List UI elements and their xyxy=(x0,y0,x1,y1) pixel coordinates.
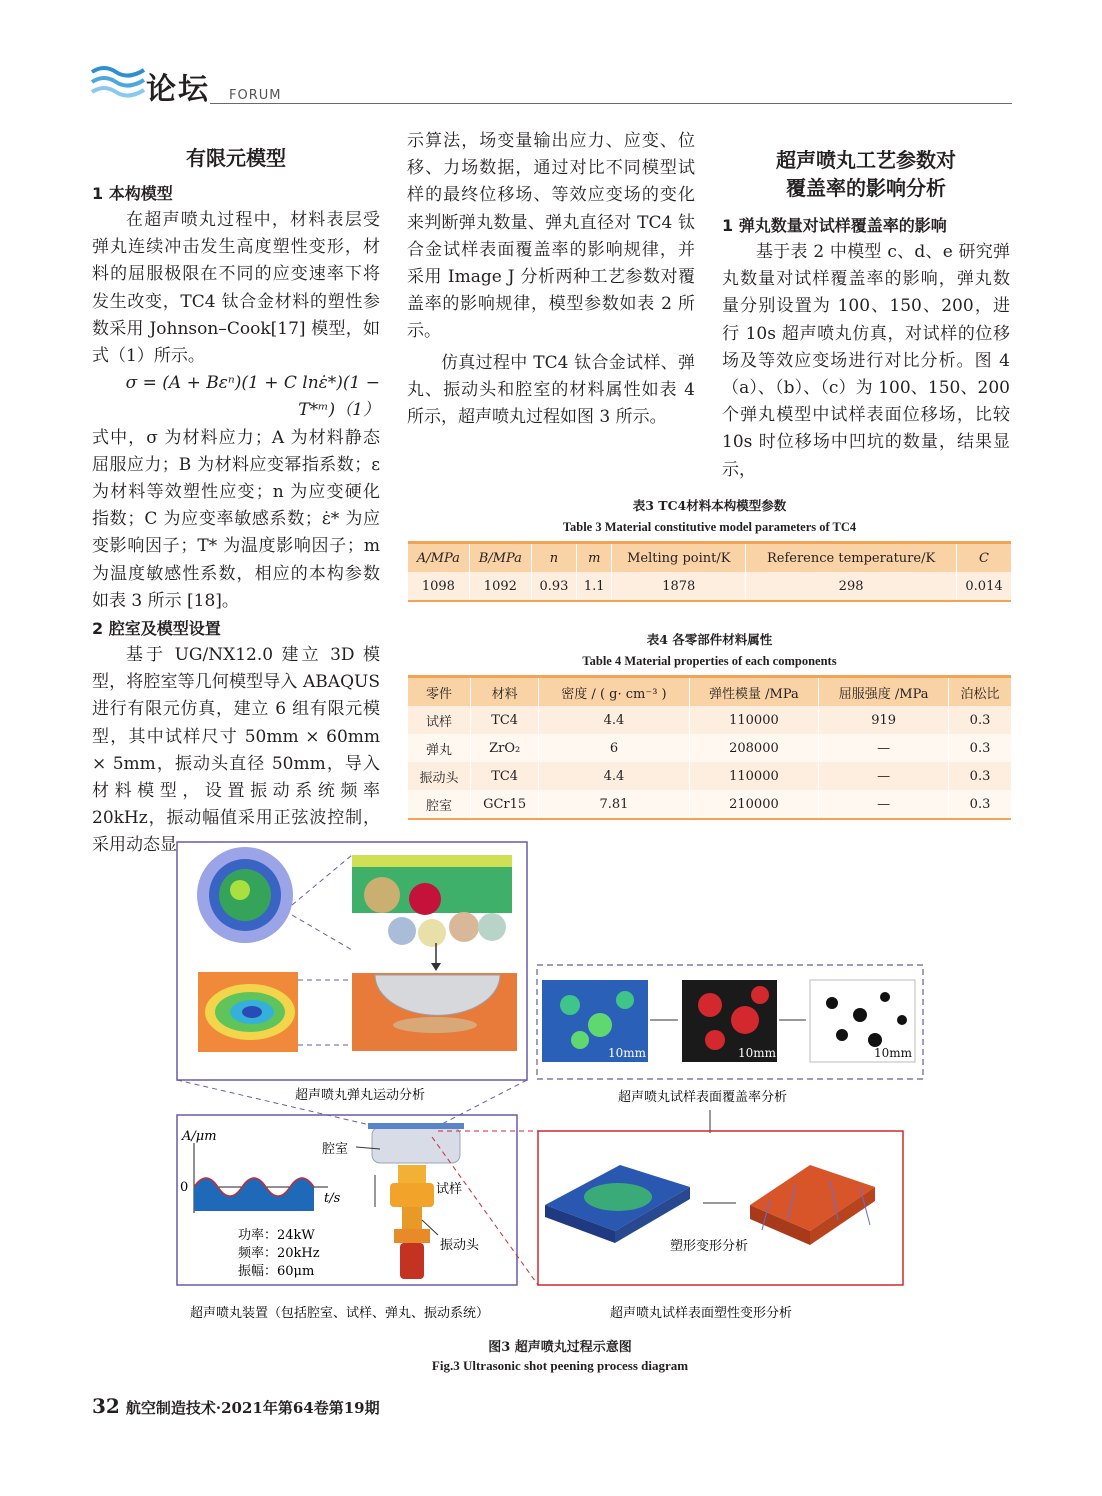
chamber-view-image xyxy=(197,847,293,943)
scale-bar-label: 10mm xyxy=(874,1046,913,1060)
stress-field-image xyxy=(198,972,298,1052)
t4-cell: 试样 xyxy=(408,706,470,734)
amplitude-label: 振幅：60μm xyxy=(238,1264,315,1279)
table3-caption-cn: 表3 TC4材料本构模型参数 xyxy=(632,498,787,513)
t4-header: 屈服强度 /MPa xyxy=(819,677,949,707)
table-row xyxy=(408,790,1011,819)
t4-cell: 6 xyxy=(539,734,689,762)
page-number: 32 xyxy=(92,1394,120,1418)
t4-cell: 4.4 xyxy=(539,762,689,790)
impact-mesh-image xyxy=(352,973,517,1051)
scale-bar-label: 10mm xyxy=(738,1046,777,1060)
figure-3 xyxy=(170,835,930,1321)
axis-y-label: A/μm xyxy=(182,1129,217,1144)
deformation-vectors-image xyxy=(750,1165,875,1245)
t4-cell: 腔室 xyxy=(408,790,470,819)
t3-header: Melting point/K xyxy=(612,543,746,573)
table-row xyxy=(408,734,1011,762)
panel-device-label: 超声喷丸装置（包括腔室、试样、弹丸、振动系统） xyxy=(190,1306,490,1321)
t4-cell: 210000 xyxy=(689,790,819,819)
subheading-chamber: 2 腔室及模型设置 xyxy=(92,619,221,639)
t4-cell: 0.3 xyxy=(949,762,1011,790)
paragraph: 基于表 2 中模型 c、d、e 研究弹丸数量对试样覆盖率的影响，弹丸数量分别设置为 100、150、200，进行 10s 超声喷丸仿真，对试样的位移场及等效应变场进行对比分析。图 4（a）、（b）、（c）为 100、150、200 个弹丸模型中试样表面位移场，比较 10s 时位移场中凹坑的数量，结果显示， xyxy=(722,242,1010,480)
subheading-shot-number: 1 弹丸数量对试样覆盖率的影响 xyxy=(722,216,947,235)
panel-motion-label: 超声喷丸弹丸运动分析 xyxy=(295,1088,426,1103)
section-subtitle: FORUM xyxy=(229,88,282,103)
t3-cell: 1.1 xyxy=(577,572,612,601)
t4-header: 泊松比 xyxy=(949,677,1011,707)
table-4 xyxy=(408,675,1011,820)
t4-cell: ZrO₂ xyxy=(470,734,538,762)
t4-cell: 弹丸 xyxy=(408,734,470,762)
t4-cell: 110000 xyxy=(689,706,819,734)
t3-header: A/MPa xyxy=(408,543,469,573)
t4-cell: — xyxy=(819,762,949,790)
zoom-line xyxy=(292,915,352,950)
t4-header: 弹性模量 /MPa xyxy=(689,677,819,707)
t4-cell: TC4 xyxy=(470,762,538,790)
axis-zero-label: 0 xyxy=(180,1180,189,1195)
t4-cell: — xyxy=(819,790,949,819)
t4-header: 零件 xyxy=(408,677,470,707)
t3-header: Reference temperature/K xyxy=(746,543,957,573)
sine-wave-area xyxy=(194,1178,314,1211)
axis-x-label: t/s xyxy=(324,1191,341,1206)
t4-header: 密度 / ( g· cm⁻³ ) xyxy=(539,677,689,707)
t4-cell: 208000 xyxy=(689,734,819,762)
power-label: 功率：24kW xyxy=(238,1228,315,1243)
t4-cell: 振动头 xyxy=(408,762,470,790)
figure-caption-en: Fig.3 Ultrasonic shot peening process diagram xyxy=(431,1358,689,1373)
t3-cell: 1092 xyxy=(469,572,531,601)
plastic-inner-label: 塑形变形分析 xyxy=(670,1239,749,1254)
section-heading-process: 超声喷丸工艺参数对 xyxy=(776,148,956,172)
t3-cell: 0.014 xyxy=(957,572,1011,601)
t3-header: B/MPa xyxy=(469,543,531,573)
table3-caption-en: Table 3 Material constitutive model parameters of TC4 xyxy=(562,520,857,534)
column-2 xyxy=(407,128,695,431)
t3-cell: 1878 xyxy=(612,572,746,601)
t3-header: C xyxy=(957,543,1011,573)
t3-header: n xyxy=(531,543,576,573)
t4-cell: GCr15 xyxy=(470,790,538,819)
table-row xyxy=(408,706,1011,734)
t3-cell: 1098 xyxy=(408,572,469,601)
arrow-head xyxy=(431,963,441,971)
section-heading-process-2: 覆盖率的影响分析 xyxy=(786,176,946,200)
zoom-line xyxy=(432,1137,538,1285)
table4-caption-cn: 表4 各零部件材料属性 xyxy=(646,632,773,647)
subheading-constitutive: 1 本构模型 xyxy=(92,184,173,203)
footer xyxy=(92,1394,380,1418)
paragraph: 仿真过程中 TC4 钛合金试样、弹丸、振动头和腔室的材料属性如表 4 所示，超声喷丸过程如图 3 所示。 xyxy=(407,352,695,428)
shot-balls-image xyxy=(352,855,512,947)
section-title: 论坛 xyxy=(146,72,210,107)
t3-cell: 298 xyxy=(746,572,957,601)
table4-caption-en: Table 4 Material properties of each components xyxy=(582,654,837,668)
frequency-label: 频率：20kHz xyxy=(238,1246,320,1261)
t3-cell: 0.93 xyxy=(531,572,576,601)
equation-1: σ = (A + Bεⁿ)(1 + C lnε̇*)(1 − T*ᵐ)（1） xyxy=(125,373,380,421)
t4-cell: 110000 xyxy=(689,762,819,790)
paragraph: 在超声喷丸过程中，材料表层受弹丸连续冲击发生高度塑性变形，材料的屈服极限在不同的应变速率下将发生改变，TC4 钛合金材料的塑性参数采用 Johnson–Cook[17] 模型，如式（1）所示。 xyxy=(92,210,380,367)
table-row xyxy=(408,762,1011,790)
panel-coverage-label: 超声喷丸试样表面覆盖率分析 xyxy=(618,1090,788,1105)
header-rule xyxy=(210,103,1012,104)
figure-caption-cn: 图3 超声喷丸过程示意图 xyxy=(488,1340,632,1355)
horn-label: 振动头 xyxy=(440,1238,480,1253)
table-3 xyxy=(408,541,1011,602)
column-1 xyxy=(92,144,380,860)
chamber-label: 腔室 xyxy=(322,1142,349,1157)
column-3 xyxy=(722,146,1010,484)
paragraph: 式中，σ 为材料应力；A 为材料静态屈服应力；B 为材料应变幂指系数；ε 为材料等效塑性应变；n 为应变硬化指数；C 为应变率敏感系数；ε̇* 为应变影响因子；T* 为温度影响因子；m 为温度敏感性系数，相应的本构参数如表 3 所示 [18]。 xyxy=(92,427,380,611)
paragraph: 基于 UG/NX12.0 建立 3D 模型，将腔室等几何模型导入 ABAQUS 进行有限元仿真，建立 6 组有限元模型，其中试样尺寸 50mm × 60mm × 5mm，振动头直径 50mm，导入材料模型，设置振动系统频率 20kHz，振动幅值采用正弦波控制，采用动态显 xyxy=(92,645,380,856)
t4-cell: 4.4 xyxy=(539,706,689,734)
t4-cell: TC4 xyxy=(470,706,538,734)
forum-logo-icon xyxy=(90,62,146,100)
t3-header: m xyxy=(577,543,612,573)
sample-label: 试样 xyxy=(436,1182,463,1197)
zoom-line xyxy=(292,855,352,905)
table-row xyxy=(408,572,1011,601)
t4-cell: 0.3 xyxy=(949,734,1011,762)
t4-cell: — xyxy=(819,734,949,762)
paragraph: 示算法，场变量输出应力、应变、位移、力场数据，通过对比不同模型试样的最终位移场、等效应变场的变化来判断弹丸数量、弹丸直径对 TC4 钛合金试样表面覆盖率的影响规律，并采用 Image J 分析两种工艺参数对覆盖率的影响规律，模型参数如表 2 所示。 xyxy=(407,131,695,342)
ultrasonic-device-image xyxy=(368,1123,464,1279)
panel-plastic-label: 超声喷丸试样表面塑性变形分析 xyxy=(610,1306,793,1321)
t4-cell: 0.3 xyxy=(949,790,1011,819)
t4-cell: 0.3 xyxy=(949,706,1011,734)
journal-info: 航空制造技术·2021年第64卷第19期 xyxy=(125,1399,380,1417)
zoom-line xyxy=(440,1080,527,1125)
t4-cell: 919 xyxy=(819,706,949,734)
t4-header: 材料 xyxy=(470,677,538,707)
section-heading-fem: 有限元模型 xyxy=(186,146,286,170)
scale-bar-label: 10mm xyxy=(608,1046,647,1060)
t4-cell: 7.81 xyxy=(539,790,689,819)
strain-slab-image xyxy=(545,1165,690,1243)
